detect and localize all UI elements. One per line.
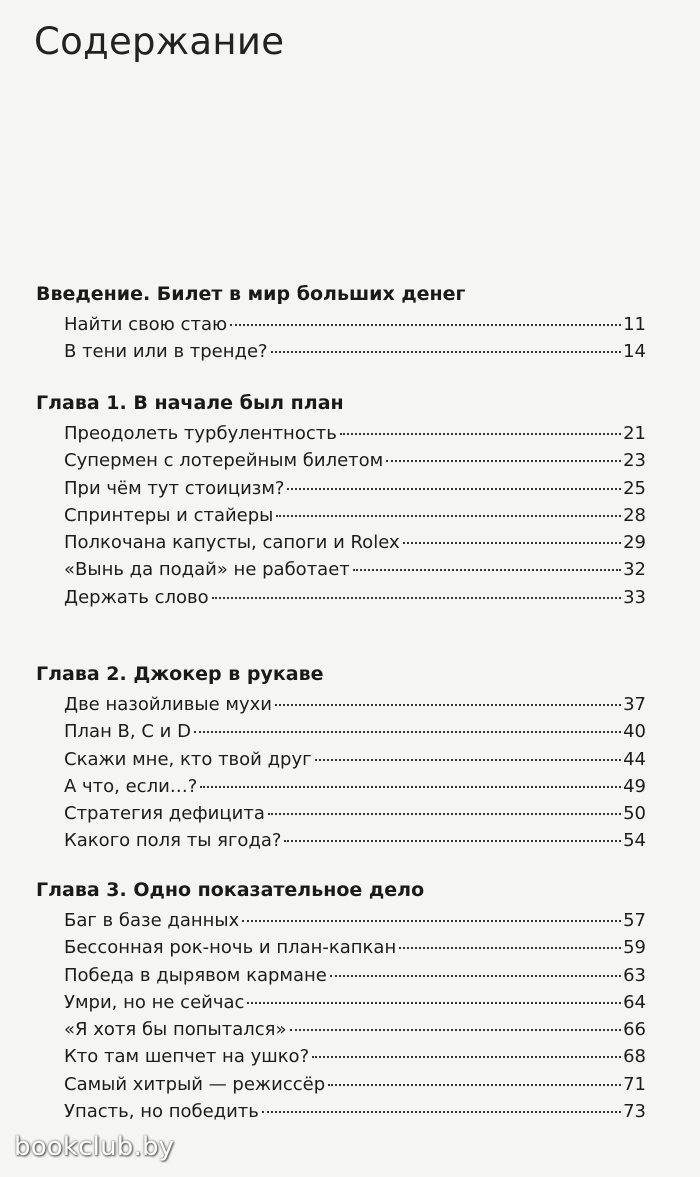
toc-page-number: 21 bbox=[623, 423, 646, 444]
toc-entry bbox=[64, 338, 646, 365]
toc-entry bbox=[64, 475, 646, 502]
toc-page-number: 54 bbox=[623, 830, 646, 852]
dot-leader bbox=[312, 1056, 621, 1058]
toc-entry-title: А что, если…? bbox=[64, 775, 198, 797]
toc-page-number: 50 bbox=[623, 803, 646, 825]
chapter-title: Глава 1. В начале был план bbox=[36, 392, 344, 414]
toc-page-number: 63 bbox=[623, 964, 646, 986]
dot-leader bbox=[330, 975, 621, 977]
toc-entry-title: Держать слово bbox=[64, 586, 209, 608]
toc-page-number: 44 bbox=[623, 748, 646, 770]
dot-leader bbox=[340, 433, 621, 435]
toc-entry-title: Баг в базе данных bbox=[64, 910, 240, 931]
chapter-entries bbox=[64, 691, 646, 855]
toc-entry bbox=[64, 502, 646, 529]
toc-page-number: 71 bbox=[623, 1073, 646, 1095]
toc-entry bbox=[64, 1016, 646, 1043]
toc-entry-title: Умри, но не сейчас bbox=[64, 991, 245, 1013]
toc-entry bbox=[64, 962, 646, 989]
dot-leader bbox=[328, 1084, 621, 1086]
dot-leader bbox=[268, 813, 621, 815]
toc-page-number: 64 bbox=[623, 991, 646, 1013]
toc-page-number: 37 bbox=[623, 694, 646, 715]
toc-entry bbox=[64, 800, 646, 827]
toc-entry bbox=[64, 934, 646, 961]
toc-entry-title: Преодолеть турбулентность bbox=[64, 423, 337, 444]
toc-entry bbox=[64, 1098, 646, 1125]
dot-leader bbox=[290, 1029, 622, 1031]
dot-leader bbox=[230, 324, 621, 326]
toc-entry bbox=[64, 529, 646, 556]
toc-entry bbox=[64, 746, 646, 773]
toc-page-number: 23 bbox=[623, 450, 646, 472]
toc-entry-title: Какого поля ты ягода? bbox=[64, 830, 282, 852]
toc-entry-title: Самый хитрый — режиссёр bbox=[64, 1073, 326, 1095]
toc-entry bbox=[64, 827, 646, 854]
dot-leader bbox=[200, 786, 621, 788]
toc-entry bbox=[64, 1043, 646, 1070]
toc-page-number: 25 bbox=[623, 477, 646, 499]
toc-entry-title: Победа в дырявом кармане bbox=[64, 964, 327, 986]
toc-entry-title: Две назойливые мухи bbox=[64, 694, 272, 715]
dot-leader bbox=[271, 351, 621, 353]
toc-entry bbox=[64, 907, 646, 934]
toc-page-number: 57 bbox=[623, 910, 646, 931]
toc-page-number: 73 bbox=[623, 1101, 646, 1123]
dot-leader bbox=[403, 542, 621, 544]
dot-leader bbox=[315, 759, 622, 761]
toc-entry-title: Бессонная рок-ночь и план-капкан bbox=[64, 937, 397, 959]
toc-page-number: 49 bbox=[623, 775, 646, 797]
toc-page-number: 33 bbox=[623, 586, 646, 608]
toc-entry bbox=[64, 584, 646, 611]
dot-leader bbox=[353, 569, 621, 571]
dot-leader bbox=[262, 1111, 621, 1113]
toc-page-number: 59 bbox=[623, 937, 646, 959]
toc-entry-title: «Вынь да подай» не работает bbox=[64, 559, 350, 581]
toc-entry-title: При чём тут стоицизм? bbox=[64, 477, 285, 499]
toc-entry-title: Скажи мне, кто твой друг bbox=[64, 748, 312, 770]
watermark: bookclub.by bbox=[14, 1132, 175, 1162]
chapter-title: Глава 2. Джокер в рукаве bbox=[36, 663, 324, 685]
toc-entry bbox=[64, 556, 646, 583]
dot-leader bbox=[194, 731, 621, 733]
chapter-entries bbox=[64, 311, 646, 366]
toc-page-number: 14 bbox=[623, 341, 646, 363]
toc-entry bbox=[64, 420, 646, 447]
dot-leader bbox=[399, 947, 621, 949]
dot-leader bbox=[247, 1002, 621, 1004]
dot-leader bbox=[386, 460, 621, 462]
dot-leader bbox=[287, 488, 621, 490]
toc-page-number: 68 bbox=[623, 1046, 646, 1068]
toc-entry bbox=[64, 691, 646, 718]
toc-page-number: 11 bbox=[623, 314, 646, 335]
toc-entry-title: Спринтеры и стайеры bbox=[64, 504, 274, 526]
toc-entry bbox=[64, 989, 646, 1016]
toc-entry-title: Полкочана капусты, сапоги и Rolex bbox=[64, 532, 400, 554]
toc-entry-title: Упасть, но победить bbox=[64, 1101, 259, 1123]
dot-leader bbox=[276, 515, 621, 517]
toc-entry-title: План В, С и D bbox=[64, 721, 191, 743]
toc-entry-title: «Я хотя бы попытался» bbox=[64, 1019, 287, 1041]
toc-page-number: 29 bbox=[623, 532, 646, 554]
page-title: Содержание bbox=[34, 20, 285, 63]
toc-page-number: 66 bbox=[623, 1019, 646, 1041]
toc-page-number: 28 bbox=[623, 504, 646, 526]
toc-entry bbox=[64, 1071, 646, 1098]
chapter-entries bbox=[64, 907, 646, 1125]
toc-entry bbox=[64, 447, 646, 474]
chapter-title: Глава 3. Одно показательное дело bbox=[36, 879, 425, 901]
toc-entry-title: Найти свою стаю bbox=[64, 314, 228, 335]
toc-entry bbox=[64, 718, 646, 745]
toc-page-number: 40 bbox=[623, 721, 646, 743]
toc-entry-title: Кто там шепчет на ушко? bbox=[64, 1046, 310, 1068]
dot-leader bbox=[275, 704, 621, 706]
chapter-title: Введение. Билет в мир больших денег bbox=[36, 283, 466, 305]
toc-entry-title: В тени или в тренде? bbox=[64, 341, 268, 363]
dot-leader bbox=[284, 840, 621, 842]
toc-page-number: 32 bbox=[623, 559, 646, 581]
dot-leader bbox=[242, 920, 621, 922]
chapter-entries bbox=[64, 420, 646, 611]
toc-entry-title: Супермен с лотерейным билетом bbox=[64, 450, 384, 472]
toc-entry bbox=[64, 773, 646, 800]
toc-entry bbox=[64, 311, 646, 338]
dot-leader bbox=[212, 597, 621, 599]
toc-entry-title: Стратегия дефицита bbox=[64, 803, 265, 825]
